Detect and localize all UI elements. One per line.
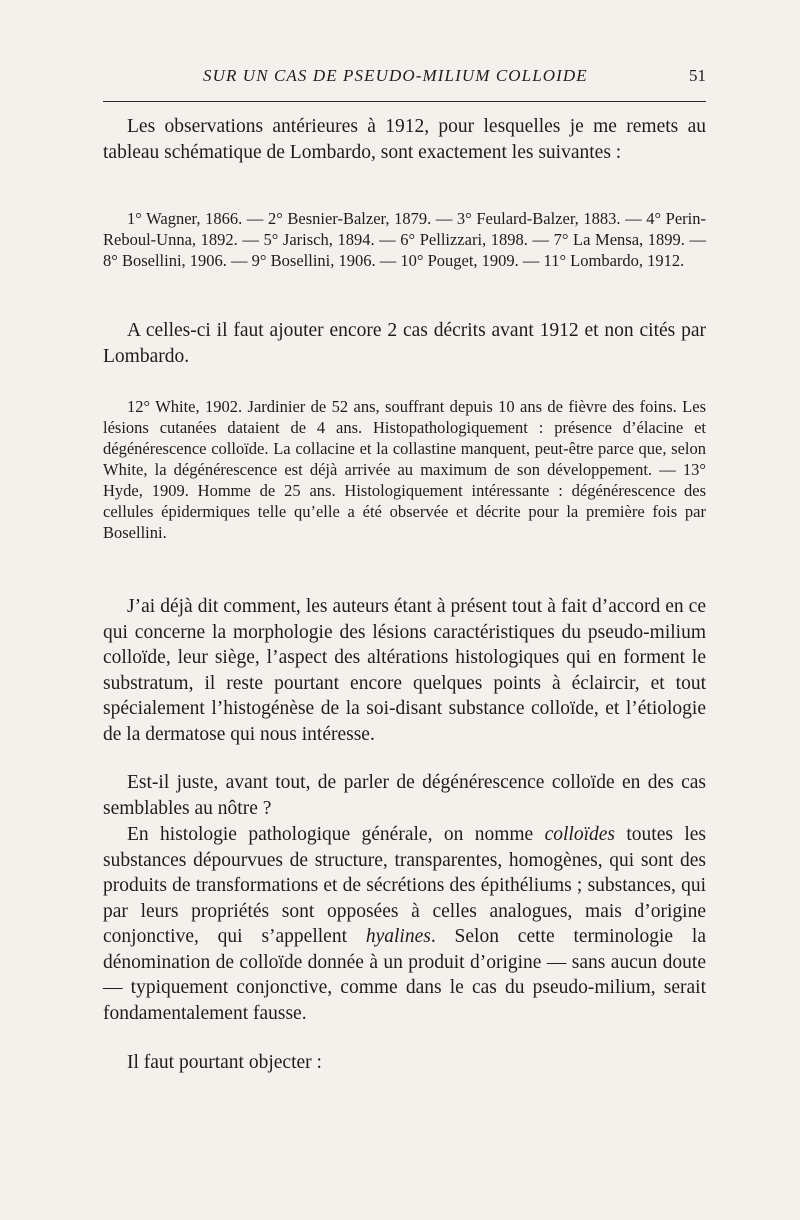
paragraph-additional-cases: A celles-ci il faut ajouter encore 2 cas décrits avant 1912 et non cités par Lombardo. (103, 320, 706, 367)
term-colloides: colloïdes (544, 824, 615, 845)
running-head (103, 66, 706, 92)
header-rule (103, 101, 706, 102)
paragraph-terminology (103, 822, 706, 1026)
terminology-text-middle: toutes les substances dépourvues de structure, transparentes, homogènes, qui sont des produits de transformations et de sécrétions des épithéliums ; substances, qui par leurs propriétés sont opposées à celles analogues, mais d’origine conjonctive, qui s’appellent (103, 824, 706, 947)
paragraph-question: Est-il juste, avant tout, de parler de dégénérescence colloïde en des cas semblables au nôtre ? (103, 772, 706, 819)
paragraph-objection: Il faut pourtant objecter : (127, 1052, 322, 1073)
paragraph-observation-list: 1° Wagner, 1866. — 2° Besnier-Balzer, 1879. — 3° Feulard-Balzer, 1883. — 4° Perin-Reboul-Unna, 1892. — 5° Jarisch, 1894. — 6° Pellizzari, 1898. — 7° La Mensa, 1899. — 8° Bosellini, 1906. — 9° Bosellini, 1906. — 10° Pouget, 1909. — 11° Lombardo, 1912. (103, 209, 706, 270)
page-number: 51 (689, 66, 706, 85)
paragraph-discussion: J’ai déjà dit comment, les auteurs étant à présent tout à fait d’accord en ce qui concerne la morphologie des lésions caractéristiques du pseudo-milium colloïde, leur siège, l’aspect des altérations histologiques qui en forment le substratum, il reste pourtant encore quelques points à éclaircir, et tout spécialement l’histogénèse de la soi-disant substance colloïde, et l’étiologie de la dermatose qui nous intéresse. (103, 596, 706, 745)
terminology-text-before: En histologie pathologique générale, on nomme (127, 824, 545, 845)
paragraph-case-descriptions: 12° White, 1902. Jardinier de 52 ans, souffrant depuis 10 ans de fièvre des foins. Les lésions cutanées dataient de 4 ans. Histopathologiquement : présence d’élacine et dégénérescence colloïde. La collacine et la collastine manquent, peut-être parce que, selon White, la dégénérescence est déjà arrivée au maximum de son développement. — 13° Hyde, 1909. Homme de 25 ans. Histologiquement intéressante : dégénérescence des cellules épidermiques telle qu’elle a été observée et décrite pour la première fois par Bosellini. (103, 397, 706, 542)
term-hyalines: hyalines (365, 926, 431, 947)
terminology-text-after: . Selon cette terminologie la dénomination de colloïde donnée à un produit d’origine — sans aucun doute — typiquement conjonctive, comme dans le cas du pseudo-milium, serait fondamentalement fausse. (103, 926, 707, 1024)
paragraph-previous-observations: Les observations antérieures à 1912, pour lesquelles je me remets au tableau schématique de Lombardo, sont exactement les suivantes : (103, 116, 706, 163)
running-title: SUR UN CAS DE PSEUDO-MILIUM COLLOIDE (203, 66, 588, 85)
